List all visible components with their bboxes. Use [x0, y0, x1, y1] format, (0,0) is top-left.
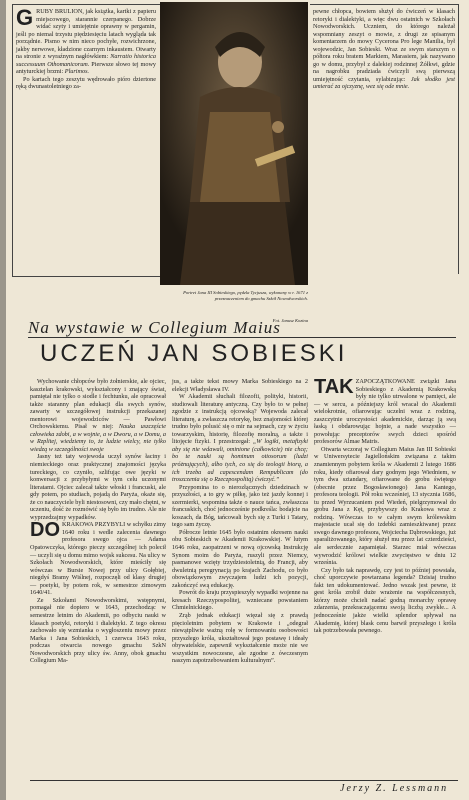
intro-right-text: pewne chłopca, bowiem służył do ćwiczeń w klasach retoryki i dialektyki, a więc dwu ostatnich w Szkołach Nowodworskich. Uczniem, do którego należał wspomniany zeszyt o mowie, z drugi ze spisanym komentarzem do mowy Cycerona Pro lege Manilia, był wojewodzic, Jan Sobieski. Wraz ze swym starszym o półtora roku bratem Markiem, Marasiem, jak nazywano go w domu, przybył z dalekiej rodzinnej Żółkwi, gdzie na nagrobku pradziada ćwiczyli swą pierwszą umiejętność czytania, sylabizując: [313, 8, 455, 83]
footer-rule [30, 780, 458, 781]
body-3-p3: Czy było tak naprawdę, czy jest to później powstała, choć uporczywie powtarzana legenda? Dzisiaj trudno fakt ten udokumentować. Jedno wszak jest pewne, iż gest króla zrobił duże wrażenie na współczesnych, którzy może chcieli nadać godną monarchy oprawę zdarzenia, przekraczającemu swoją liczbą zwykłe... A jednocześnie jakże wielki splendor spływał na Akademię, której blask cenu barwił przyszłego i króla tak potrzebowała pewnego. [314, 566, 456, 635]
photo-caption: Portret Jana III Sobieskiego, pędzla Tycjusza, wykonany w r. 1671 z przeznaczeniem do gmachu Szkół Nowodworskich. [183, 290, 308, 301]
body-2-p5: Powrót do kraju przyspieszyły wypadki wojenne na kresach Rzeczypospolitej, wzniecane powstaniem Chmielnickiego. [172, 589, 308, 612]
body-2-p2: W Akademii słuchali filozofii, polityki, historii, studiowali literaturę antyczną. Czy było to w pełnej zgodzie z instrukcją ojcowską? Wojewoda zalecał literaturę, a zwłaszcza retorykę, bez znajomości której trudno było polusić się o mir na sejmach, czy w życiu towarzyskim, historię, filozofię moralną, a także i litojęcie fizyki. I przestrzegał: [172, 393, 308, 446]
author-signature: Jerzy Z. Lessmann [340, 783, 449, 794]
intro-dropcap: G [16, 5, 35, 30]
portrait-image [160, 2, 308, 285]
top-left-bottom-rule [12, 276, 160, 277]
body-3-p2: Otwarta wczoraj w Collegium Maius Jan III Sobieski w Uniwersytecie Jagiellońskim związana z takim znamiennym pobytem króla w Akademii 2 lutego 1686 roku, kiedy ofiarował dary godnym jego Wiedniem, w tym dwa sztandary, ofiarowane do grobu świętego (obecnie przez Bogosławionego) Jana Kantego, profesora teologii. Pół roku wcześniej, 13 stycznia 1686, tu przed Wyrzucaniem pod Wiedeń, pielgrzymował do grobu Jana z Kęt, przybywszy do Krakowa wraz z rodziną. Wówczas to w całym swym królewskim majestacie ucał się do izdebki zamieszkiwanej przez swego dawnego profesora, Wojciecha Dąbrowskiego, już sparaliżowanego, który służył mu przez lat czterdzieści, ale serdecznie zapamiętał. Starzec miał wówczas wywrodzić królowi wielkie zwycięstwo w dniu 12 września. [314, 445, 456, 567]
portrait-photo [160, 2, 308, 285]
intro-column-left [16, 5, 157, 91]
top-right-frame-rule [310, 4, 458, 5]
top-left-frame-line [12, 4, 13, 276]
body-2-p1: jus, a także tekst mowy Marka Sobieskiego na 2 elekcji Władysława IV. [172, 378, 308, 393]
article-title: UCZEŃ JAN SOBIESKI [40, 340, 348, 367]
top-left-frame-rule [12, 4, 160, 5]
body-1-p4: Ze Szkołami Nowodworskimi, wstępnymi, pomagał nie dopiero w 1643, przechodząc w semestrze letnim do Akademii, po odbyciu nauki w klasach poetyki, retoryki i dialektyki. Z tego okresu zachowało się wzmianka o wygłoszeniu mowy przez Marka i Jana Sobieskich, 1 czerwca 1643 roku, podczas otwarcia nowego gmachu SzkN Nowodworskich przy ulicy św. Anny, obok gmachu Collegium Ma- [30, 596, 166, 665]
body-3-dropcap: TAK [314, 376, 354, 398]
body-2-p3: Przypomina to o nierozłącznych dziedzinach w przyszłości, a to gry w piłkę, jako też jazdy konnej i szermierki, wspomina także o nauce tańca, zwłaszcza francuskich, choć jednocześnie podkreśla: bodajcie na koszach, da Bóg, tańcowali bych się z Turki i Tatary, tego sam życzę. [172, 483, 308, 529]
intro-right-italic: Jak słodko jest umierać za ojczyznę, wez się ode mnie. [313, 75, 456, 91]
intro-text-1: RUBY BRULION, jak książka, kartki z papieru miejscowego, starannie czerpanego. Dobrze widać szyty i umiejętnie oprawny w pergamin, jeśli po niemal trzystu piędziesięciu latach wygląda tak porządnie. Pismo w nim nieco pochyłe, rozwichrzone, jakby nerwowe, kładzione czarnym inkaustem. Otwarty na stronie z wyraźnym nagłówkiem: [16, 8, 156, 61]
intro-column-right [313, 8, 455, 91]
body-2-p2-italic: „W logiki, metafizyki aby się nie wdawali, ominione (całkowicie) nie chcę; bo te nauki są hominum otiosorum (ludzi próżnujących), albo tych, co się do teologii biorą, a ich trzeba ad capescendam Rempublicam (do troszczenia się o Rzeczpospolitą) ćwiczyć.” [172, 438, 309, 484]
body-2-p6: Zrąb jednak edukacji więzał się z prawdą pięcioletnim pobytem w Krakowie i „odegrał niewątpliwie ważną rolę w formowaniu osobowości przyszłego króla, ukształtował jego postawę i ideały obywatelskie, zapewnił wykształcenie może nie we wszystkim nowoczesne, ale zgodne z ówczesnym naszym zapotrzebowaniem kulturalnym”. [172, 611, 308, 665]
intro-italic-1: Narratio historica successuum Othomanicorum. [16, 53, 156, 68]
body-column-3 [314, 378, 456, 635]
body-1-p1: Wychowanie chłopców było żołnierskie, ale ojciec, kasztelan krakowski, wykształcony i znający świat, pamiętał nie tylko o siodle i fechtunku, ale opracował także staranny plan edukacji dla swych synów, zawarty w szczegółowej instrukcji przekazanej mentorowi wojewodziców — Pawłowi Orchowskiemu. Pisał w niej: [30, 378, 166, 431]
body-column-2 [172, 378, 308, 665]
intro-text-3: Po kartach tego zeszytu wędrowało pióro dziertone ręką dwunastoletniego za- [16, 75, 156, 91]
body-1-p2: Jasny też taty wojewoda uczył synów łaciny i niemieckiego oraz praktycznej znajomości języka tureckiego, co czyniło, szlifując owe języki w konwersacji z przybyłymi w tym celu uczonymi literatami. Ojciec zalecał także włoski i francuski, ale gdy potem, po studiach, pojadą do Paryża, okaże się, że co nauczyciele byli niestosowni, czy mało chętni, w uczeniu, dość że rozmówić się było im trudno. Ale nie wyprzedzajmy wypadków. [30, 453, 166, 521]
photo-credit: Fot. Janusz Kozina [272, 318, 308, 323]
body-1-dropcap: DO [30, 519, 60, 542]
body-2-p4: Półrocze letnie 1645 było ostatnim okresem nauki obu Sobieskich w Akademii Krakowskiej. W lutym 1646 roku, zaopatrzeni w nową ojcowską Instrukcję Synom moim do Paryża, ruszyli przez Niemcy, pasmanowe wzięty trzydziestoletnią, do Francji, aby dwuletnią peregrynacją po krajach Zachodu, co było obowiązkowym zwyczajem ludzi ich pozycji, zakończyć swą edukację. [172, 528, 308, 589]
body-column-1 [30, 378, 166, 665]
body-3-p1: ZAPOCZĄTKOWANE związki Jana Sobieskiego z Akademią Krakowską były nie tylko utrwalone w pamięci, ale — w sercu, a późniejszy król wracał do Akademii wielokrotnie, ofiarowując uczelni wraz z rodziną, zaszczytnie uroczystości akademickie, darząc ją swą łaską i obdarowując hojnie, a nade wszystko — powołując preceptorów swych dzieci spośród profesorów Almae Matris. [314, 378, 456, 446]
intro-italic-2: Plurimos. [64, 68, 90, 76]
headline-rule [28, 337, 456, 338]
body-1-p1-italic: Nauka uszczęście człowieka zdobi, a w wojnie, a w Dworu, a w Domu, a w Rzplitej, wiedziemy to, że ludzie wielcy, nie tylko wiedzą w szczególności swoje [30, 423, 166, 453]
top-right-frame-line [458, 4, 459, 274]
intro-text-2: Pierwsze słowo tej mowy antyturckiej brzmi: [16, 60, 157, 76]
body-1-p3: KRAKOWA PRZYBYLI w schyłku zimy 1640 roku i wedle zalecenia dawnego profesora swego ojca — Adama Opatowczyka, którego pieczy szczególnej ich polecił — uczyli się u domu mimo wojsk sukcesu. Na ulicy w Szkołach Nowodworskich, które mieściły się wówczas w Bursie Nowej przy ulicy Gołębiej, niegdyś Bramy Wiślnej, rozpoczęli od klasy drugiej — poetyki, by potem rok, w semestrze zimowym 1640/41. [30, 521, 166, 597]
kicker: Na wystawie w Collegium Maius [28, 318, 281, 337]
